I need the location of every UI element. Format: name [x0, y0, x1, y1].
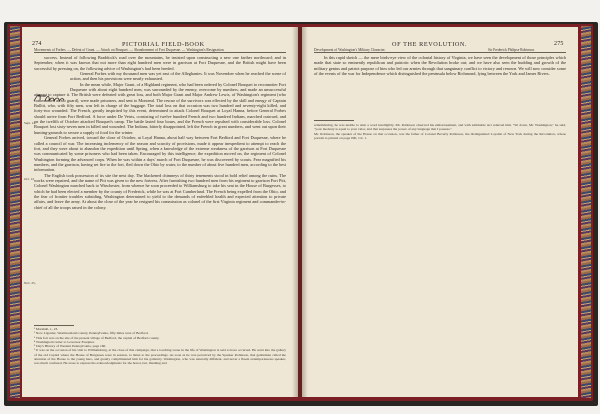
paragraph: General Forbes with my thousand men was yet east of the Alleghanies. It was November when he reached the scene of action, and then his provisions were nearly exhausted. [34, 71, 286, 82]
left-page [22, 27, 298, 397]
paragraph: The English took possession of its site the next day. The blackened chimneys of thirty tenements stood in bold relief among the ruins. The works were repaired, and the name of Pitt was given to the new fortress. After furnishing two hundred men from his regiment to garrison Fort Pitt, Colonel Washington marched back to Winchester, from whence he soon proceeded to Williamsburg to take his seat in the House of Burgesses, to which he had been elected a member by the county of Frederick, while he was at Fort Cumberland. The French being expelled from the Ohio, and the fear of frontier troubles subsiding, Washington determined to yield to the demands of enfeebled health and expected attention to private affairs, and leave the army. At about the close of the year he resigned his commission as colonel of the first Virginia regiment and commander-in-chief of all the troops raised in the colony. [34, 172, 286, 210]
paragraph: General Forbes arrived, toward the close of October, at Loyal Hanna, about half way between Fort Bedford and Fort Duquesne, where he called a council of war. The increasing inclemency of the season and scarcity of provisions, made it appear inexpedient to attempt to reach the fort, and they were about to abandon the expedition until Spring, when a knowledge of the extreme weakness of the garrison at Fort Duquesne was communicated by some prisoners who had been taken. Encouraged by this intelligence, the expedition moved on, the regiment of Colonel Washington forming the advanced corps. When he was within a days' march of Fort Duquesne, he was discovered by scouts. Fear magnified his numbers, and the garrison, having set fire to the fort, fled down the Ohio by water, to the number of about five hundred men, according to the best information. [34, 135, 286, 173]
footnote: ² Now Ligonier, Westmoreland county, Pennsylvania, fifty miles west of Bedford. [34, 331, 149, 336]
header-rule [314, 52, 566, 53]
footnote: remembering, he was unable to utter a word intelligibly. Mr. Robinson observed his embarrassment, and with admirable tact relieved him. "Sit down, Mr. Washington," he said, "your modesty is equal to your valor, and that surpasses the power of any language that I possess." [314, 123, 566, 132]
left-body-text [34, 55, 286, 210]
page-subheading-right: Sir Frederick Philipse Robinson. [488, 48, 535, 52]
right-footnotes [314, 123, 566, 140]
paragraph: In the mean while, Major Grant, of a Highland regiment, who had been ordered by Colonel Bouquet to reconnoiter Fort Duquesne with about eight hundred men, was surrounded by the enemy, overcome by numbers, and made an unsuccessful attempt to capture it. The British were defeated with great loss, and both Major Grant and Major Andrew Lewis, of Washington's regiment (who commanded a rear guard), were made prisoners, and sent to Montreal. The rescue of the survivors was effected by the skill and energy of Captain Bullitt, who, with fifty men, was left in charge of the baggage. The total loss on that occasion was two hundred and seventy-eight killed, and forty-two wounded. The French, greatly inspirited by this event, determined to attack Colonel Bouquet at Loyal Hanna, before General Forbes should arrive from Fort Bedford. A force under De Vetris, consisting of twelve hundred French and two hundred Indians, marched outward, and on the twelfth of October attacked Bouquet's camp. The battle lasted four hours, and the French were repulsed with considerable loss. Colonel Bouquet lost sixty-seven men in killed and wounded. The Indians, bitterly disappointed, left the French in great numbers, and went out upon their hunting-grounds to secure a supply of food for the winter. [34, 81, 286, 135]
page-subheading-left: Development of Washington's Military Character. [314, 48, 386, 52]
footnote-rule [314, 120, 354, 121]
footnote: ⁶ It was on the occasion of his visit to Williamsburg, at the close of this campaign, that a touching scene in the life of Washington is said to have occurred. He went into the gallery of the old Capitol where the House of Burgesses were in session, to listen to the proceedings. As soon as he was perceived by the Speaker Robinson, that gentleman called the attention of the House to the young hero, and greatly complimented him for his gallantry. Washington, who was naturally diffident, and never a fluent extemporaneous speaker, was much confused. He arose to express his acknowledgments for the honor, but, blushing and [34, 348, 286, 366]
side-note: Sept. 14, [24, 121, 36, 125]
footnote: ³ This fort was on the site of the present village of Bedford, the capital of Bedford county. [34, 335, 160, 340]
marbled-edge-left [10, 26, 20, 398]
book-gutter [292, 27, 308, 397]
footnote: Mr. Robinson, the speaker of the House on that occasion, was the father of Colonel Beverly Robinson, the distinguished Loyalist of New York during the Revolution, whose portrait is printed on page 000, vol. 1. [314, 131, 566, 140]
side-note: Oct. 12 [24, 177, 34, 181]
header-rule [34, 52, 286, 53]
side-note: Nov. 25, [24, 281, 36, 285]
paragraph: In this rapid sketch — the mere birds-eye view of the colonial history of Virginia, we have seen the development of those principles which made that state so eminently republican and patriotic when the Revolution broke out; and we have also seen the budding and growth of the military genius and patriot purpose of him who led our armies through that sanguinary conflict to victory and renown. We will now consider some of the events of the war for Independence which distinguished the peninsula below Richmond, lying between the York and James Rivers. [314, 55, 566, 77]
footnote: ⁴ Washington's letter to Governor Fauquier. [34, 339, 95, 344]
paragraph: success. Instead of following Braddock's road over the mountains, he insisted upon constructing a new one farther northward; and in September, when it was known that not more than eight hundred men were in garrison at Fort Duquesne, and the British might have been successful by pressing on, the following advice of Washington's had been heeded. [34, 55, 286, 71]
marbled-edge-right [581, 26, 591, 398]
footnote: ¹ Marshall, i., 23. [34, 327, 59, 331]
footnote-rule [34, 325, 74, 326]
page-subheading: Movements of Forbes. — Defeat of Grant. — Attack on Bouquet. — Abandonment of Fort Duquesne. — Washington's Resignation. [34, 48, 225, 52]
signature-space [34, 71, 70, 89]
running-title: PICTORIAL FIELD-BOOK [122, 41, 205, 48]
footnote: ⁵ Day's History of Western Pennsylvania, page 160. [34, 344, 107, 349]
right-page [302, 27, 578, 397]
left-footnotes [34, 327, 286, 366]
running-title: OF THE REVOLUTION. [392, 41, 468, 48]
right-body-text [314, 55, 566, 76]
page-number: 275 [554, 41, 564, 47]
page-number: 274 [32, 41, 42, 47]
